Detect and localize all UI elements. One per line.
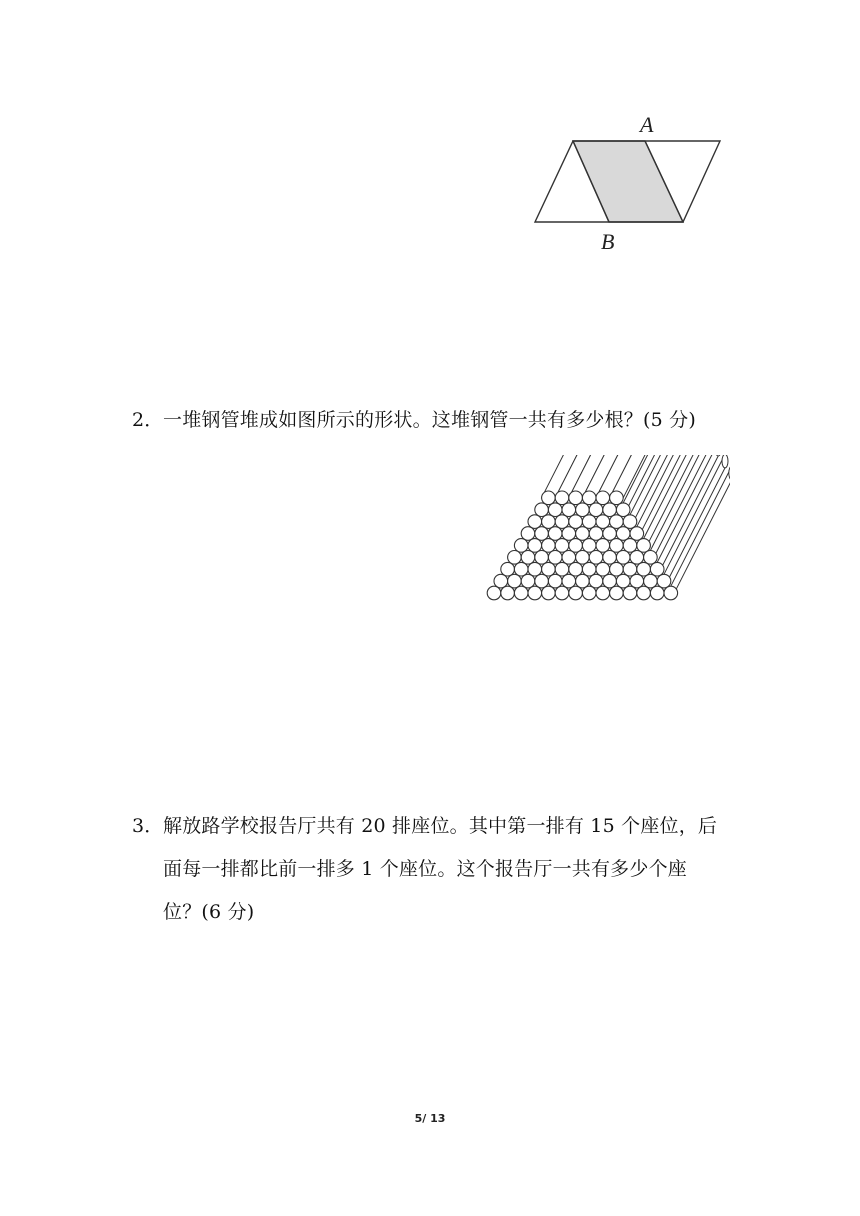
- pipe-end: [562, 503, 576, 517]
- pipe-end: [657, 574, 671, 588]
- pipe-end: [562, 527, 576, 541]
- pipe-end: [569, 586, 583, 600]
- pipe-end: [582, 515, 596, 529]
- pipe-end: [610, 491, 624, 505]
- label-b: B: [601, 229, 615, 254]
- pipe-end: [616, 527, 630, 541]
- pipe-end: [542, 491, 556, 505]
- pipe-end: [542, 515, 556, 529]
- pipe-end: [528, 562, 542, 576]
- question-2-text: 一堆钢管堆成如图所示的形状。这堆钢管一共有多少根？(5 分): [163, 409, 696, 431]
- pipe-end: [555, 586, 569, 600]
- pipe-end: [603, 574, 617, 588]
- pipe-end: [616, 503, 630, 517]
- pipe-stack-figure: [480, 455, 730, 610]
- pipe-end: [589, 527, 603, 541]
- pipe-end: [487, 586, 501, 600]
- pipe-end: [535, 551, 549, 565]
- pipe-end: [569, 515, 583, 529]
- pipe-end: [508, 551, 522, 565]
- pipe-end: [514, 586, 528, 600]
- pipe-end: [650, 562, 664, 576]
- pipe-end: [548, 503, 562, 517]
- question-2: [132, 399, 732, 442]
- pipe-end: [535, 574, 549, 588]
- pipe-end: [650, 586, 664, 600]
- pipe-end: [637, 562, 651, 576]
- pipe-end: [603, 503, 617, 517]
- pipe-end: [521, 574, 535, 588]
- label-a: A: [640, 112, 654, 137]
- pipe-end: [630, 527, 644, 541]
- pipe-end: [589, 503, 603, 517]
- pipe-end: [637, 586, 651, 600]
- question-3-line-3: 位？(6 分): [163, 901, 255, 923]
- pipe-end: [596, 562, 610, 576]
- pipe-end: [603, 551, 617, 565]
- pipe-end: [637, 539, 651, 553]
- pipe-end: [616, 574, 630, 588]
- pipe-end: [576, 527, 590, 541]
- pipe-end: [548, 527, 562, 541]
- pipe-end: [562, 551, 576, 565]
- question-2-number: 2．: [132, 409, 164, 431]
- pipe-end: [610, 562, 624, 576]
- pipe-end: [603, 527, 617, 541]
- pipe-end: [610, 515, 624, 529]
- pipe-end: [596, 491, 610, 505]
- question-3-number: 3．: [132, 815, 164, 837]
- pipe-end: [582, 491, 596, 505]
- pipe-back-end: [722, 455, 728, 468]
- question-3: [132, 805, 732, 934]
- pipe-end: [562, 574, 576, 588]
- pipe-end: [610, 586, 624, 600]
- pipe-end: [596, 586, 610, 600]
- pipe-end: [623, 586, 637, 600]
- pipe-end: [582, 586, 596, 600]
- pipe-end: [576, 574, 590, 588]
- pipe-end: [596, 515, 610, 529]
- pipe-end: [644, 551, 658, 565]
- pipe-end: [528, 586, 542, 600]
- pipe-end: [501, 586, 515, 600]
- pipe-end: [514, 562, 528, 576]
- pipe-end: [569, 491, 583, 505]
- pipe-end: [569, 539, 583, 553]
- page-number: 5/ 13: [414, 1112, 446, 1125]
- pipe-end: [582, 562, 596, 576]
- pipe-end: [664, 586, 678, 600]
- pipe-end: [508, 574, 522, 588]
- pipe-end: [616, 551, 630, 565]
- pipe-end: [569, 562, 583, 576]
- trapezoid-figure: [520, 105, 735, 260]
- pipe-end: [521, 527, 535, 541]
- shaded-parallelogram: [573, 141, 683, 222]
- pipe-end: [576, 551, 590, 565]
- pipe-end: [521, 551, 535, 565]
- pipe-end: [542, 586, 556, 600]
- pipe-end: [555, 539, 569, 553]
- pipe-end: [589, 551, 603, 565]
- pipe-end: [623, 562, 637, 576]
- pipe-end: [610, 539, 624, 553]
- pipe-end: [494, 574, 508, 588]
- pipe-end: [535, 527, 549, 541]
- pipe-end: [623, 539, 637, 553]
- pipe-end: [555, 562, 569, 576]
- pipe-end: [528, 515, 542, 529]
- pipe-end: [514, 539, 528, 553]
- pipe-end: [630, 551, 644, 565]
- pipe-end: [535, 503, 549, 517]
- pipe-end: [623, 515, 637, 529]
- pipe-end: [542, 539, 556, 553]
- pipe-end: [528, 539, 542, 553]
- pipe-end: [630, 574, 644, 588]
- pipe-end: [644, 574, 658, 588]
- pipe-end: [576, 503, 590, 517]
- pipe-end: [596, 539, 610, 553]
- pipe-end: [582, 539, 596, 553]
- pipe-end: [542, 562, 556, 576]
- question-3-line-2: 面每一排都比前一排多 1 个座位。这个报告厅一共有多少个座: [163, 858, 687, 880]
- pipe-end: [501, 562, 515, 576]
- pipe-end: [589, 574, 603, 588]
- pipe-end: [548, 574, 562, 588]
- pipe-end: [555, 491, 569, 505]
- pipe-end: [548, 551, 562, 565]
- question-3-line-1: 解放路学校报告厅共有 20 排座位。其中第一排有 15 个座位，后: [163, 815, 718, 837]
- pipe-end: [555, 515, 569, 529]
